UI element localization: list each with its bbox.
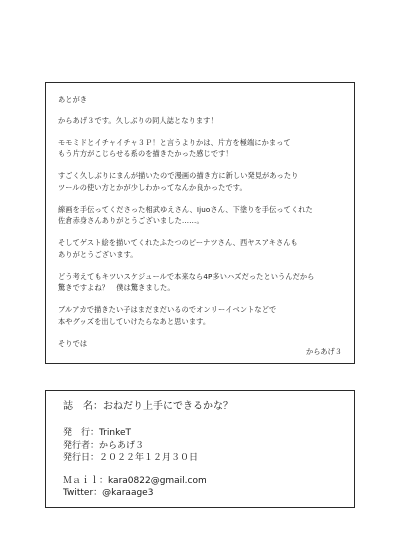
afterword-paragraph: どう考えてもキツいスケジュールで本来なら4P多いハズだったというんだから 驚きですよね？ 僕は驚きました。 bbox=[58, 271, 315, 292]
afterword-paragraph: からあげ３です。久しぶりの同人誌となります！ bbox=[58, 115, 218, 125]
afterword-paragraph: ブルアカで描きたい子はまだまだいるのでオンリーイベントなどで 本やグッズを出していけたらなあと思います。 bbox=[58, 305, 277, 326]
author-signature: からあげ３ bbox=[306, 347, 342, 356]
colophon-box bbox=[45, 390, 355, 508]
afterword-closing: そりでは bbox=[58, 338, 88, 348]
colophon-spacer bbox=[63, 465, 354, 475]
colophon-twitter: Twitter：@karaage3 bbox=[63, 488, 154, 498]
afterword-paragraph: モモミドとイチャイチャ３Ｐ！と言うよりかは、片方を極端にかまって もう片方がこじらせる系のを描きたかった感じです！ bbox=[58, 137, 291, 158]
colophon-mail: Ｍａｉｌ：kara0822@gmail.com bbox=[63, 475, 207, 486]
afterword-box bbox=[45, 82, 355, 364]
afterword-paragraph: そしてゲスト絵を描いてくれたふたつのピーナツさん、西ヤスアキさんも ありがとうございます。 bbox=[58, 238, 298, 259]
afterword-heading: あとがき bbox=[58, 95, 88, 104]
colophon-issuer: 発行者：からあげ３ bbox=[63, 440, 145, 451]
colophon-publisher: 発 行：TrinkeT bbox=[63, 428, 132, 438]
afterword-paragraph: 線画を手伝ってくださった相武ゆえさん、Ijuoさん、下塗りを手伝ってくれた 佐倉赤身さんありがとうございました……。 bbox=[58, 204, 313, 225]
colophon-title: 誌 名：おねだり上手にできるかな？ bbox=[63, 401, 233, 412]
colophon-date: 発行日：２０２２年１２月３０日 bbox=[63, 453, 199, 463]
afterword-paragraph: すごく久しぶりにまんが描いたので漫画の描き方に新しい発見があったり ツールの使い方とかが少しわかってなんか良かったです。 bbox=[58, 171, 299, 192]
